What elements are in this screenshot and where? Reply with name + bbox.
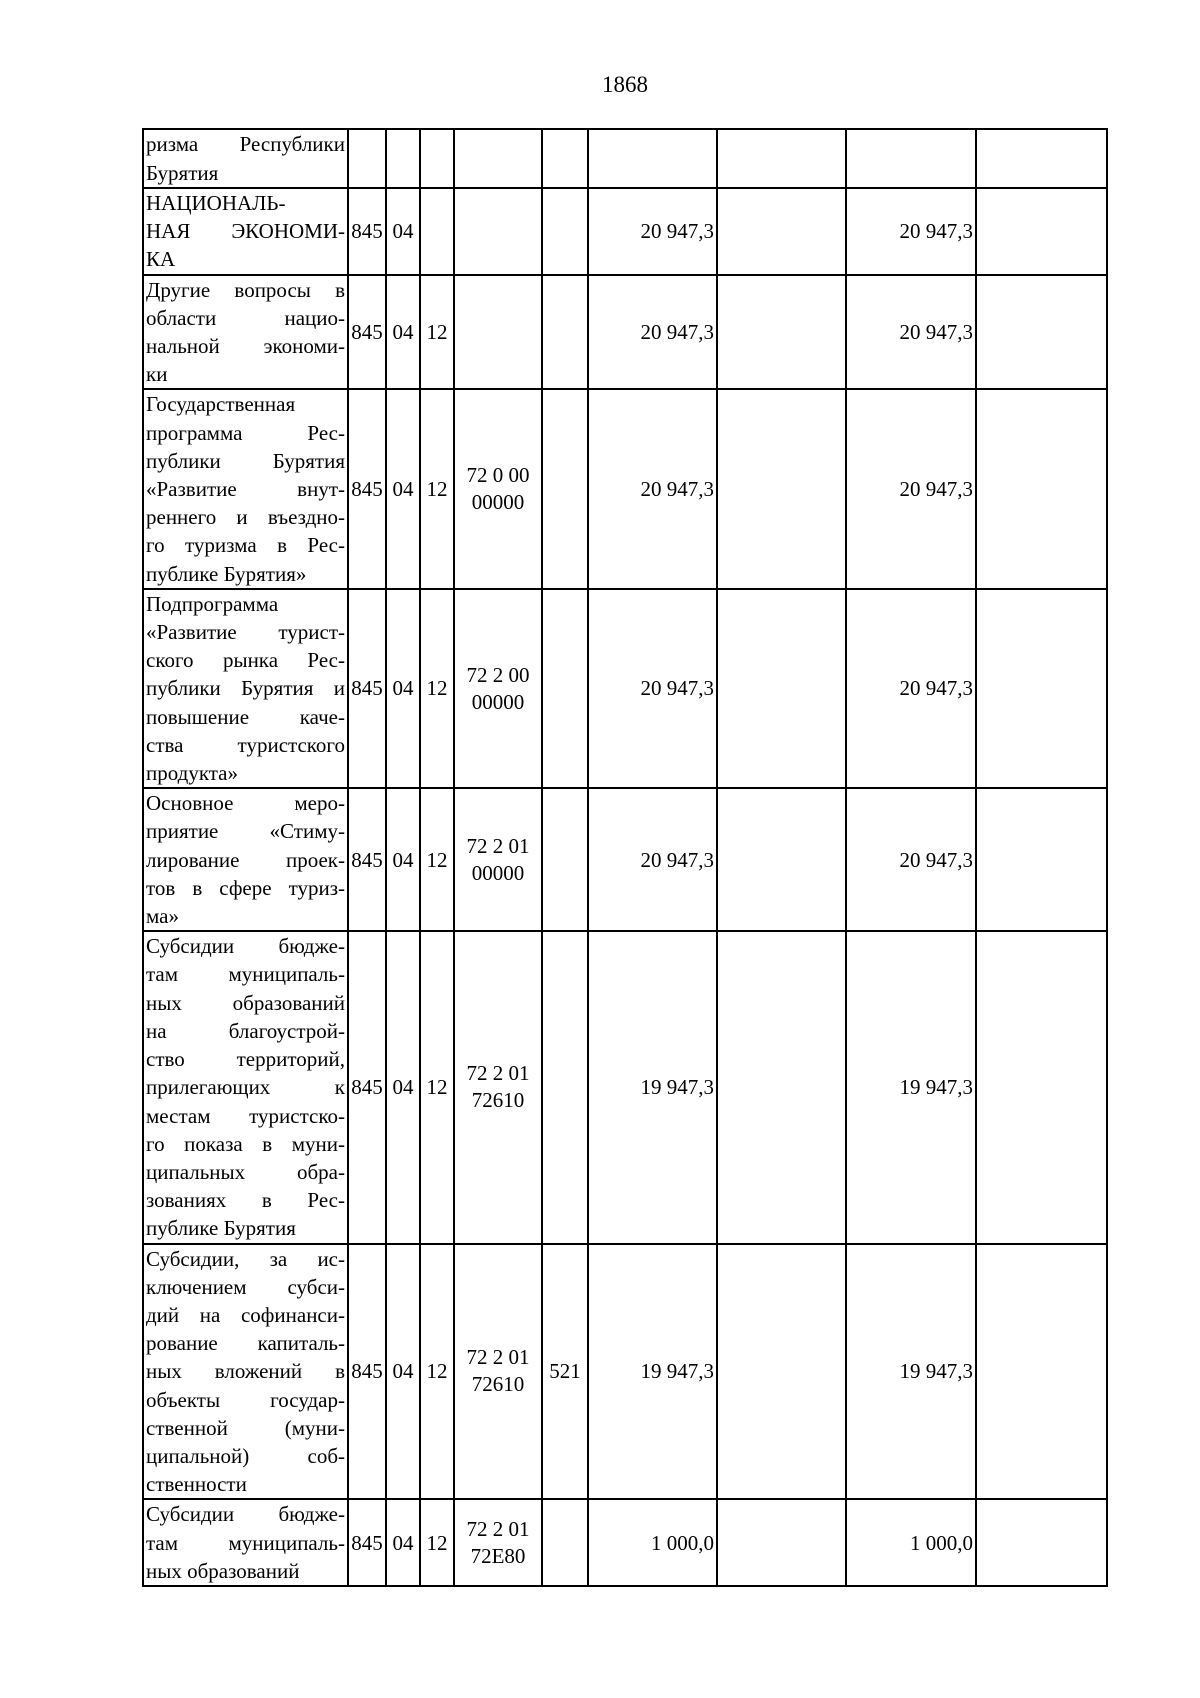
section-cell: 04 <box>386 275 420 390</box>
sum-a-cell <box>717 129 846 188</box>
row-name-line: публике Бурятия» <box>146 561 307 586</box>
row-name-line: ных образований <box>146 990 345 1015</box>
row-name-line: лирование проек- <box>146 847 345 872</box>
row-name-cell <box>143 129 348 188</box>
page-number: 1868 <box>602 72 648 97</box>
row-name-cell <box>143 1499 348 1586</box>
sum-c-cell <box>976 931 1107 1243</box>
sum-total-cell: 20 947,3 <box>588 275 717 390</box>
table-row <box>143 389 1107 588</box>
sum-b-cell: 19 947,3 <box>846 1244 976 1500</box>
table-row <box>143 589 1107 788</box>
target-article-line: 00000 <box>471 490 525 515</box>
row-name-line: повышение каче- <box>146 704 345 729</box>
grbs-cell: 845 <box>348 389 386 588</box>
row-name-cell <box>143 931 348 1243</box>
sum-b-cell: 20 947,3 <box>846 389 976 588</box>
subsection-cell: 12 <box>420 589 454 788</box>
budget-table <box>142 128 1108 1587</box>
expense-type-cell <box>542 188 588 275</box>
row-name-line: Другие вопросы в <box>146 277 345 302</box>
grbs-cell: 845 <box>348 1499 386 1586</box>
sum-total-cell: 20 947,3 <box>588 188 717 275</box>
row-name-line: прилегающих к <box>146 1075 345 1100</box>
sum-b-cell: 20 947,3 <box>846 275 976 390</box>
sum-total-cell <box>588 129 717 188</box>
table-row <box>143 275 1107 390</box>
expense-type-cell <box>542 1499 588 1586</box>
row-name-line: дий на софинанси- <box>146 1302 345 1327</box>
row-name-line: публики Бурятия <box>146 448 345 473</box>
row-name-cell <box>143 1244 348 1500</box>
target-article-cell <box>454 1499 542 1586</box>
section-cell: 04 <box>386 788 420 931</box>
table-row <box>143 1499 1107 1586</box>
section-cell: 04 <box>386 589 420 788</box>
expense-type-cell <box>542 275 588 390</box>
grbs-cell: 845 <box>348 589 386 788</box>
grbs-cell: 845 <box>348 788 386 931</box>
sum-c-cell <box>976 788 1107 931</box>
row-name-line: Субсидии бюдже- <box>146 934 345 959</box>
row-name-line: местам туристско- <box>146 1103 345 1128</box>
expense-type-cell <box>542 129 588 188</box>
subsection-cell <box>420 188 454 275</box>
section-cell <box>386 129 420 188</box>
sum-c-cell <box>976 275 1107 390</box>
row-name-line: публике Бурятия <box>146 1216 296 1241</box>
row-name-line: го показа в муни- <box>146 1131 345 1156</box>
subsection-cell: 12 <box>420 1499 454 1586</box>
row-name-line: Основное меро- <box>146 791 345 816</box>
section-cell: 04 <box>386 389 420 588</box>
target-article-line: 72Е80 <box>470 1543 526 1568</box>
sum-c-cell <box>976 188 1107 275</box>
target-article-line: 72 2 01 <box>466 1345 530 1370</box>
target-article-line: 00000 <box>471 689 525 714</box>
sum-a-cell <box>717 1499 846 1586</box>
row-name-line: ственной (муни- <box>146 1415 345 1440</box>
sum-a-cell <box>717 589 846 788</box>
expense-type-cell <box>542 589 588 788</box>
row-name-line: продукта» <box>146 761 238 786</box>
row-name-line: ципальных обра- <box>146 1159 345 1184</box>
row-name-line: реннего и въездно- <box>146 505 345 530</box>
row-name-line: Государственная <box>146 392 296 417</box>
row-name-line: там муниципаль- <box>146 962 345 987</box>
row-name-line: зованиях в Рес- <box>146 1188 345 1213</box>
sum-total-cell: 20 947,3 <box>588 589 717 788</box>
sum-b-cell: 19 947,3 <box>846 931 976 1243</box>
row-name-line: тов в сфере туриз- <box>146 875 345 900</box>
target-article-line: 72610 <box>471 1372 525 1397</box>
table-row <box>143 788 1107 931</box>
table-row <box>143 129 1107 188</box>
row-name-line: ки <box>146 362 168 387</box>
target-article-cell <box>454 389 542 588</box>
target-article-line: 72610 <box>471 1088 525 1113</box>
table-row <box>143 1244 1107 1500</box>
row-name-line: го туризма в Рес- <box>146 533 345 558</box>
row-name-line: «Развитие турист- <box>146 620 345 645</box>
section-cell: 04 <box>386 931 420 1243</box>
sum-a-cell <box>717 188 846 275</box>
row-name-line: ципальной) соб- <box>146 1443 345 1468</box>
row-name-line: ства туристского <box>146 732 345 757</box>
row-name-line: ризма Республики <box>146 132 345 157</box>
row-name-line: приятие «Стиму- <box>146 819 345 844</box>
subsection-cell: 12 <box>420 931 454 1243</box>
sum-total-cell: 19 947,3 <box>588 931 717 1243</box>
row-name-line: ных вложений в <box>146 1359 345 1384</box>
target-article-cell <box>454 188 542 275</box>
target-article-cell <box>454 788 542 931</box>
row-name-line: ского рынка Рес- <box>146 648 345 673</box>
table-row <box>143 931 1107 1243</box>
subsection-cell: 12 <box>420 275 454 390</box>
row-name-line: программа Рес- <box>146 420 345 445</box>
row-name-line: на благоустрой- <box>146 1018 345 1043</box>
grbs-cell: 845 <box>348 931 386 1243</box>
sum-c-cell <box>976 389 1107 588</box>
target-article-cell <box>454 129 542 188</box>
sum-c-cell <box>976 1244 1107 1500</box>
grbs-cell: 845 <box>348 188 386 275</box>
row-name-cell <box>143 788 348 931</box>
table-row <box>143 188 1107 275</box>
row-name-line: ключением субси- <box>146 1274 345 1299</box>
row-name-line: «Развитие внут- <box>146 477 345 502</box>
target-article-line: 72 2 01 <box>466 1061 530 1086</box>
sum-c-cell <box>976 129 1107 188</box>
row-name-line: рование капиталь- <box>146 1331 345 1356</box>
subsection-cell: 12 <box>420 389 454 588</box>
expense-type-cell <box>542 931 588 1243</box>
grbs-cell: 845 <box>348 1244 386 1500</box>
sum-total-cell: 20 947,3 <box>588 788 717 931</box>
row-name-cell <box>143 589 348 788</box>
target-article-line: 72 2 00 <box>466 662 530 687</box>
subsection-cell: 12 <box>420 788 454 931</box>
sum-total-cell: 19 947,3 <box>588 1244 717 1500</box>
row-name-line: Субсидии, за ис- <box>146 1246 345 1271</box>
sum-a-cell <box>717 275 846 390</box>
grbs-cell <box>348 129 386 188</box>
row-name-line: НАЦИОНАЛЬ- <box>146 191 286 215</box>
expense-type-cell <box>542 389 588 588</box>
sum-a-cell <box>717 389 846 588</box>
row-name-line: ство территорий, <box>146 1047 345 1072</box>
target-article-cell <box>454 1244 542 1500</box>
row-name-line: ных образований <box>146 1558 300 1583</box>
grbs-cell: 845 <box>348 275 386 390</box>
row-name-line: Субсидии бюдже- <box>146 1502 345 1527</box>
target-article-cell <box>454 589 542 788</box>
sum-b-cell: 20 947,3 <box>846 589 976 788</box>
sum-c-cell <box>976 1499 1107 1586</box>
section-cell: 04 <box>386 1499 420 1586</box>
expense-type-cell <box>542 788 588 931</box>
row-name-line: объекты государ- <box>146 1387 345 1412</box>
section-cell: 04 <box>386 1244 420 1500</box>
row-name-cell <box>143 275 348 390</box>
target-article-cell <box>454 931 542 1243</box>
row-name-line: нальной экономи- <box>146 334 345 359</box>
row-name-line: публики Бурятия и <box>146 676 345 701</box>
sum-b-cell: 20 947,3 <box>846 188 976 275</box>
row-name-line: КА <box>146 247 176 272</box>
row-name-cell <box>143 389 348 588</box>
sum-b-cell <box>846 129 976 188</box>
target-article-line: 00000 <box>471 860 525 885</box>
subsection-cell: 12 <box>420 1244 454 1500</box>
target-article-cell <box>454 275 542 390</box>
row-name-line: ственности <box>146 1472 247 1497</box>
row-name-line: там муниципаль- <box>146 1530 345 1555</box>
row-name-line: НАЯ ЭКОНОМИ- <box>146 219 345 244</box>
expense-type-cell: 521 <box>542 1244 588 1500</box>
sum-b-cell: 20 947,3 <box>846 788 976 931</box>
sum-c-cell <box>976 589 1107 788</box>
target-article-line: 72 2 01 <box>466 1516 530 1541</box>
table-body <box>143 129 1107 1586</box>
target-article-line: 72 0 00 <box>466 463 530 488</box>
sum-a-cell <box>717 1244 846 1500</box>
row-name-line: Подпрограмма <box>146 591 279 616</box>
section-cell: 04 <box>386 188 420 275</box>
row-name-line: области нацио- <box>146 305 345 330</box>
subsection-cell <box>420 129 454 188</box>
row-name-line: ма» <box>146 904 179 929</box>
target-article-line: 72 2 01 <box>466 833 530 858</box>
sum-total-cell: 1 000,0 <box>588 1499 717 1586</box>
sum-a-cell <box>717 931 846 1243</box>
sum-a-cell <box>717 788 846 931</box>
row-name-line: Бурятия <box>146 160 219 185</box>
row-name-cell <box>143 188 348 275</box>
sum-b-cell: 1 000,0 <box>846 1499 976 1586</box>
sum-total-cell: 20 947,3 <box>588 389 717 588</box>
